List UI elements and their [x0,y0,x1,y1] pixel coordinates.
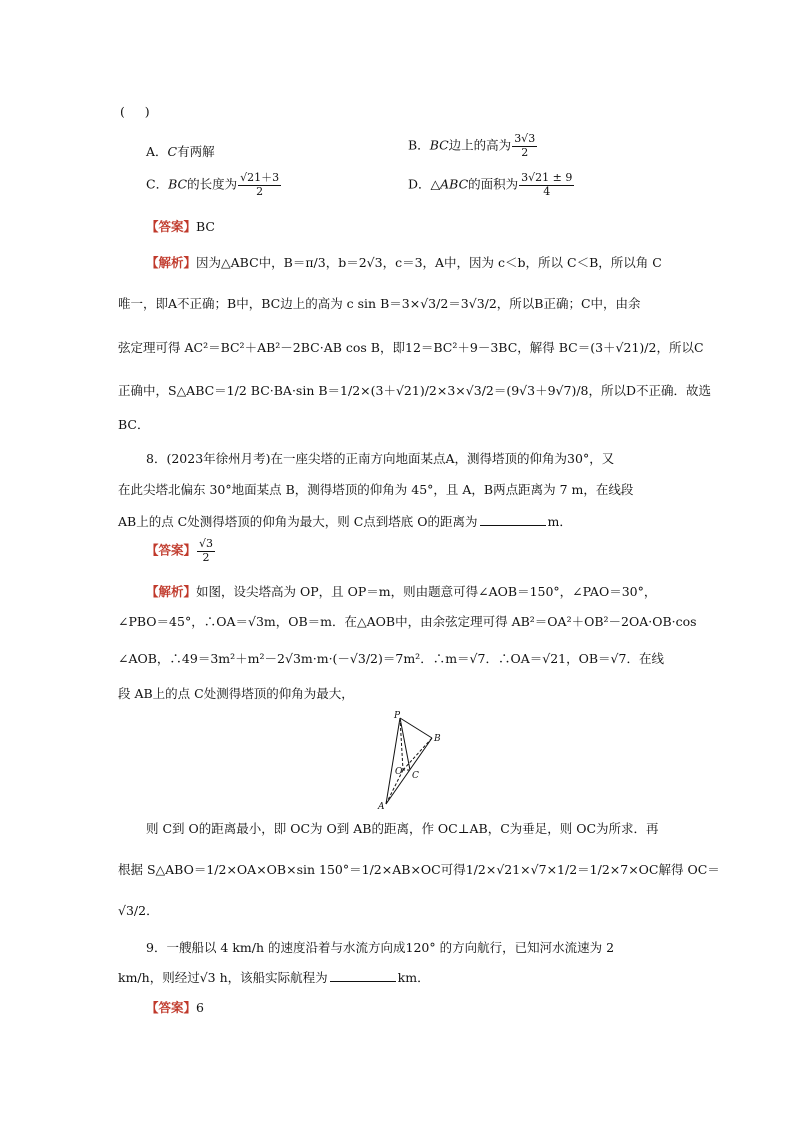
question-8-line-1: 8．(2023年徐州月考)在一座尖塔的正南方向地面某点A，测得塔顶的仰角为30°，又 [146,451,615,466]
label-b: B [434,734,441,744]
solution-8-line-5: 则 C到 O的距离最小，即 OC为 O到 AB的距离，作 OC⊥AB，C为垂足，则 OC为所求．再 [146,821,659,836]
tower-figure [370,708,460,813]
solution-8-line-4: 段 AB上的点 C处测得塔顶的仰角为最大， [118,686,354,701]
option-b: B．BC边上的高为 $\frac{3√3}{2}$ [408,132,536,159]
solution-7-line-2: 唯一，即A不正确；B中，BC边上的高为 c sin B＝3×√3/2＝3√3/2，所以B正确；C中，由余 [118,296,641,311]
question-9-line-2: km/h，则经过√3 h，该船实际航程为 km． [118,970,430,985]
label-o: O [395,767,403,777]
label-c: C [412,771,419,781]
edge-pb [400,718,432,738]
answer-8: 【答案】 $\frac{√3}{2}$ [146,537,214,564]
answer-9: 【答案】6 [146,1000,204,1015]
question-8-line-3: AB上的点 C处测得塔顶的仰角为最大，则 C点到塔底 O的距离为 m． [118,514,572,529]
question-8-line-2: 在此尖塔北偏东 30°地面某点 B，测得塔顶的仰角为 45°，且 A，B两点距离为 7 m，在线段 [118,482,634,497]
option-d: D．△ABC的面积为 $\frac{3√21 \pm 9}{4}$ [408,171,573,198]
answer-paren: ( ) [120,104,150,119]
solution-8-line-7: √3/2． [118,903,159,918]
question-9-line-1: 9．一艘船以 4 km/h 的速度沿着与水流方向成120° 的方向航行，已知河水流速为 2 [146,940,615,955]
label-p: P [394,711,401,721]
answer-7: 【答案】BC [146,219,215,234]
answer-blank-9[interactable] [330,970,396,982]
solution-8-line-1: 【解析】如图，设尖塔高为 OP，且 OP＝m，则由题意可得∠AOB＝150°，∠PAO＝30°， [146,584,657,599]
solution-7-line-3: 弦定理可得 AC²＝BC²＋AB²－2BC·AB cos B，即12＝BC²＋9－3BC，解得 BC＝(3＋√21)/2，所以C [118,340,704,355]
answer-blank-8[interactable] [480,514,546,526]
label-a: A [378,802,385,812]
edge-ab [386,738,432,804]
solution-7-line-1: 【解析】因为△ABC中，B＝π/3，b＝2√3，c＝3，A中，因为 c＜b，所以 C＜B，所以角 C [146,255,662,270]
solution-7-line-5: BC． [118,417,150,432]
solution-8-line-6: 根据 S△ABO＝1/2×OA×OB×sin 150°＝1/2×AB×OC可得1/2×√21×√7×1/2＝1/2×7×OC解得 OC＝ [118,862,720,877]
option-c: C．BC的长度为 $\frac{√21+3}{2}$ [146,171,280,198]
edge-pa [386,718,400,804]
solution-8-line-3: ∠AOB，∴49＝3m²＋m²－2√3m·m·(－√3/2)＝7m²．∴m＝√7．∴OA＝√21，OB＝√7．在线 [118,651,664,666]
solution-7-line-4: 正确中，S△ABC＝1/2 BC·BA·sin B＝1/2×(3＋√21)/2×3×√3/2＝(9√3＋9√7)/8，所以D不正确．故选 [118,383,712,398]
option-a: A．C有两解 [146,144,215,159]
solution-8-line-2: ∠PBO＝45°，∴OA＝√3m，OB＝m．在△AOB中，由余弦定理可得 AB²＝OA²＋OB²－2OA·OB·cos [118,614,697,629]
